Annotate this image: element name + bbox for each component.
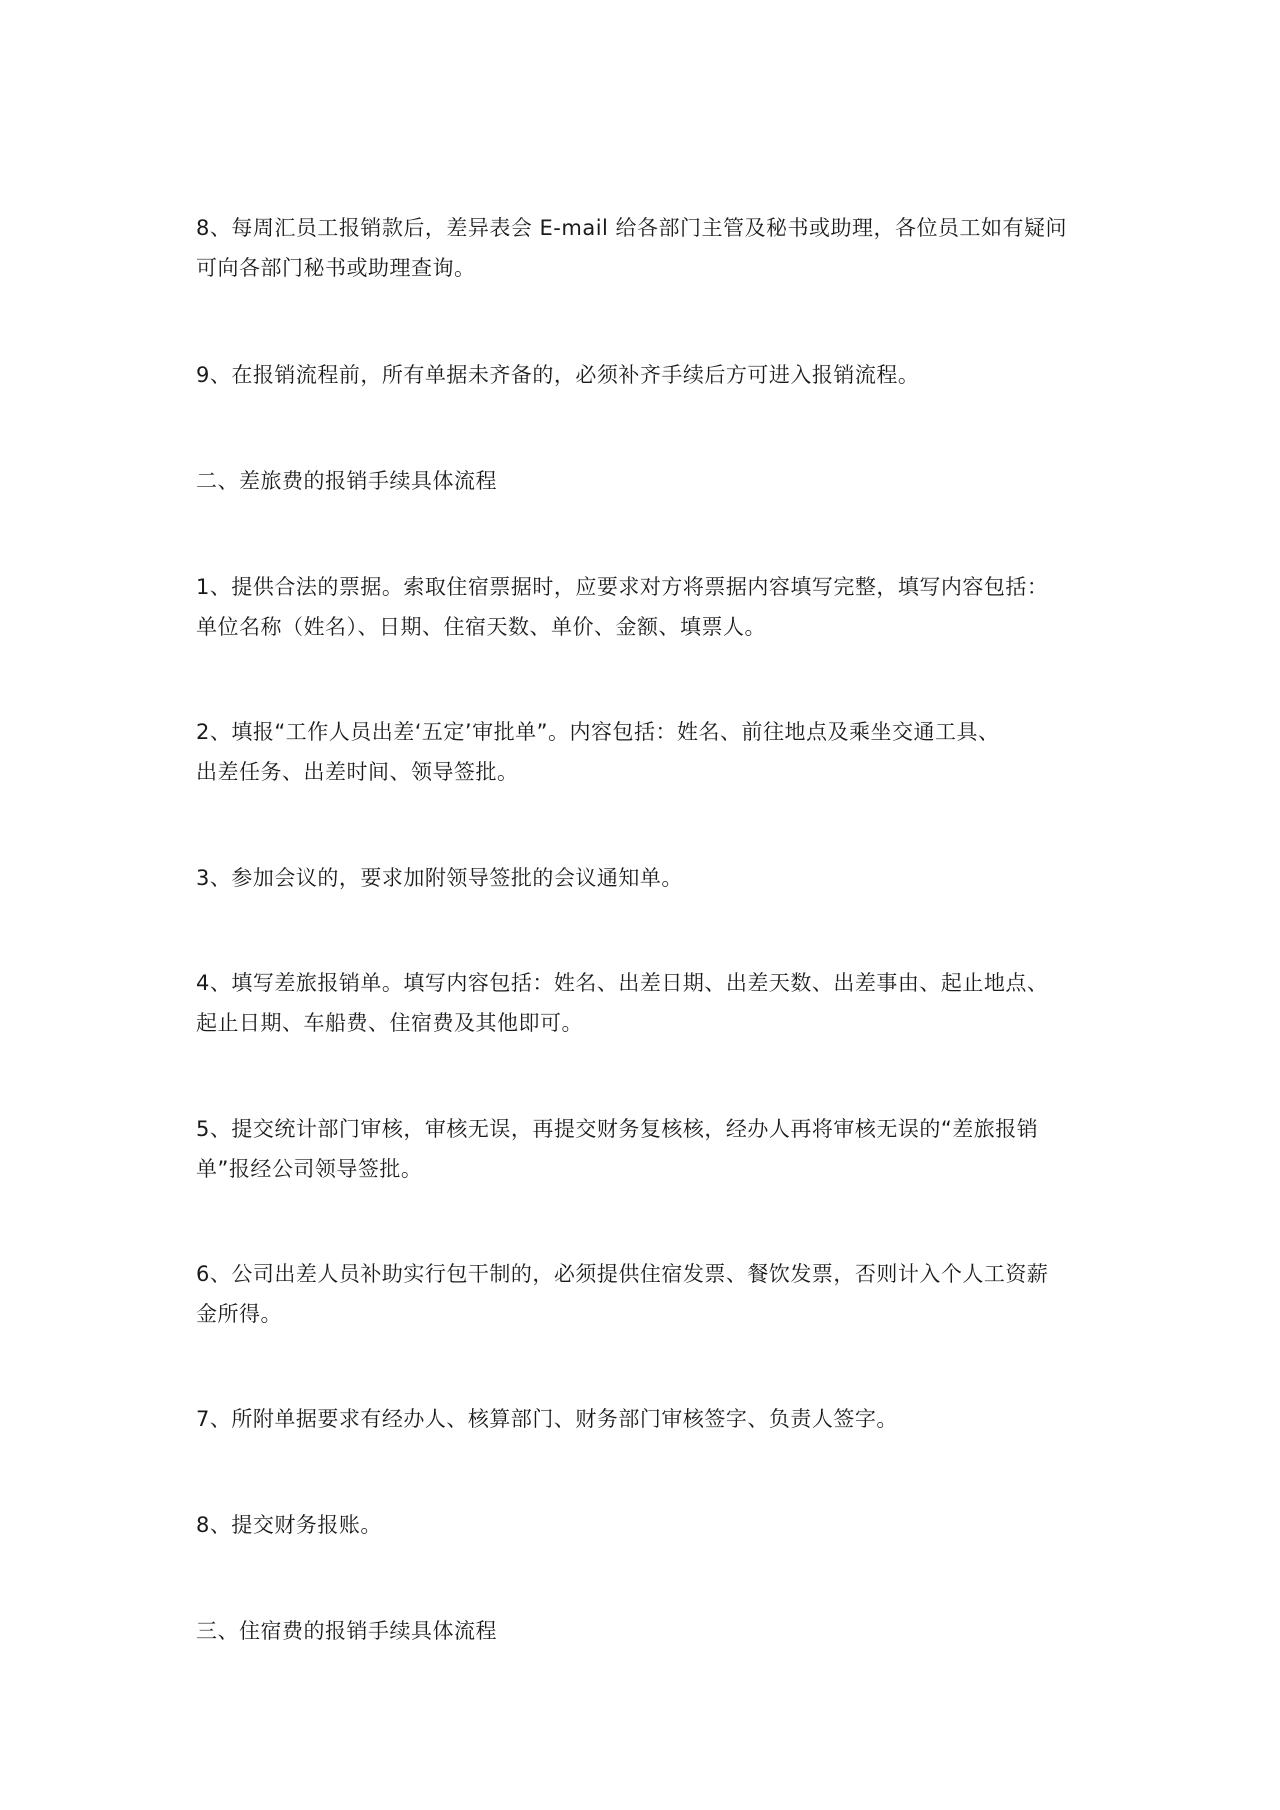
paragraph-item-8-weekly-reimbursement [196,208,1096,288]
paragraph-item-8-submit-finance [196,1505,1096,1545]
paragraph-line: 4、填写差旅报销单。填写内容包括：姓名、出差日期、出差天数、出差事由、起止地点、 [196,971,1049,995]
paragraph-line: 起止日期、车船费、住宿费及其他即可。 [196,1011,583,1035]
paragraph-line: 金所得。 [196,1302,282,1326]
paragraph-line: 2、填报“工作人员出差‘五定’审批单”。内容包括：姓名、前往地点及乘坐交通工具、 [196,720,1000,744]
paragraph-item-5-department-review [196,1109,1096,1189]
paragraph-line: 8、每周汇员工报销款后，差异表会 E-mail 给各部门主管及秘书或助理，各位员工如有疑问 [196,216,1068,240]
section-heading-text: 三、住宿费的报销手续具体流程 [196,1619,497,1643]
paragraph-item-7-signatures [196,1399,1096,1439]
paragraph-item-2-approval-form [196,712,1096,792]
section-heading-text: 二、差旅费的报销手续具体流程 [196,469,497,493]
paragraph-line: 出差任务、出差时间、领导签批。 [196,760,519,784]
paragraph-item-4-travel-form [196,963,1096,1043]
paragraph-item-1-legal-receipts [196,567,1096,647]
paragraph-line: 可向各部门秘书或助理查询。 [196,256,476,280]
paragraph-line: 单”报经公司领导签批。 [196,1157,423,1181]
paragraph-item-6-allowance [196,1254,1096,1334]
paragraph-line: 8、提交财务报账。 [196,1513,382,1537]
paragraph-line: 9、在报销流程前，所有单据未齐备的，必须补齐手续后方可进入报销流程。 [196,363,920,387]
paragraph-line: 3、参加会议的，要求加附领导签批的会议通知单。 [196,866,683,890]
paragraph-line: 7、所附单据要求有经办人、核算部门、财务部门审核签字、负责人签字。 [196,1407,898,1431]
paragraph-item-9-incomplete-documents [196,355,1096,395]
paragraph-line: 5、提交统计部门审核，审核无误，再提交财务复核核，经办人再将审核无误的“差旅报销 [196,1117,1039,1141]
paragraph-item-3-meeting-notice [196,858,1096,898]
paragraph-line: 1、提供合法的票据。索取住宿票据时，应要求对方将票据内容填写完整，填写内容包括： [196,575,1049,599]
section-heading-accommodation-expenses [196,1611,1096,1651]
paragraph-line: 6、公司出差人员补助实行包干制的，必须提供住宿发票、餐饮发票，否则计入个人工资薪 [196,1262,1049,1286]
section-heading-travel-expenses [196,461,1096,501]
paragraph-line: 单位名称（姓名）、日期、住宿天数、单价、金额、填票人。 [196,615,766,639]
